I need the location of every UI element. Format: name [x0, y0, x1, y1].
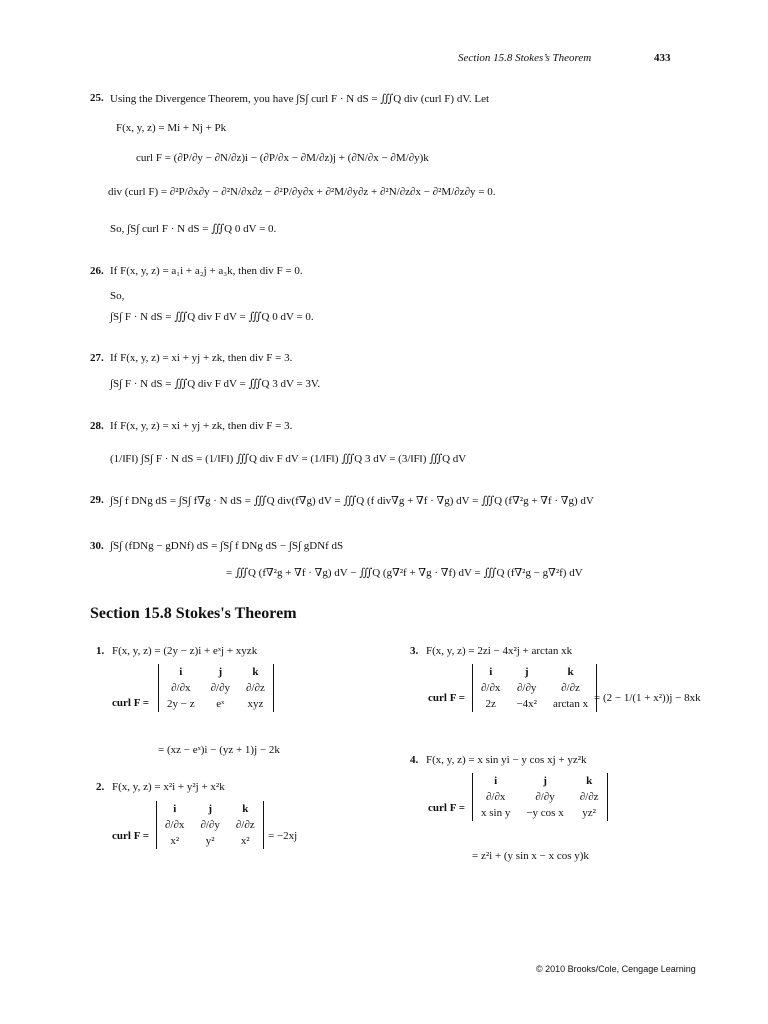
- matrix-cell: arctan x: [552, 698, 589, 710]
- problem-line: If F(x, y, z) = a₁i + a₂j + a₃k, then div F = 0.: [110, 265, 303, 277]
- matrix-cell: ∂/∂y: [210, 682, 231, 694]
- problem-number: 28.: [90, 420, 104, 432]
- matrix-cell: j: [218, 666, 223, 678]
- curl-result: = (xz − eˣ)i − (yz + 1)j − 2k: [158, 744, 280, 756]
- problem-line: ∫S∫ F · N dS = ∭Q div F dV = ∭Q 0 dV = 0.: [110, 311, 314, 323]
- matrix-cell: j: [524, 666, 529, 678]
- determinant-matrix: [472, 664, 597, 712]
- determinant-matrix: [156, 801, 264, 849]
- curl-label: curl F =: [112, 830, 150, 842]
- matrix-cell: ∂/∂z: [561, 682, 580, 694]
- matrix-cell: −4x²: [516, 698, 537, 710]
- problem-line: ∫S∫ f DNg dS = ∫S∫ f∇g · N dS = ∭Q div(f∇g) dV = ∭Q (f div∇g + ∇f · ∇g) dV = ∭Q (f∇²g + ∇f · ∇g) dV: [110, 495, 594, 507]
- matrix-cell: ∂/∂x: [481, 682, 501, 694]
- curl-result: = z²i + (y sin x − x cos y)k: [472, 850, 589, 862]
- page-number: 433: [654, 52, 671, 64]
- matrix-cell: k: [252, 666, 259, 678]
- problem-number: 2.: [96, 781, 105, 793]
- matrix-cell: i: [494, 775, 498, 787]
- matrix-cell: ∂/∂z: [579, 791, 599, 803]
- problem-line: curl F = (∂P/∂y − ∂N/∂z)i − (∂P/∂x − ∂M/∂z)j + (∂N/∂x − ∂M/∂y)k: [136, 152, 429, 164]
- matrix-cell: k: [242, 803, 249, 815]
- problem-number: 1.: [96, 645, 105, 657]
- matrix-cell: ∂/∂x: [165, 819, 185, 831]
- matrix-cell: ∂/∂y: [535, 791, 555, 803]
- problem-line: ∫S∫ (fDNg − gDNf) dS = ∫S∫ f DNg dS − ∫S∫ gDNf dS: [110, 540, 344, 552]
- matrix-cell: x²: [170, 835, 180, 847]
- matrix-cell: −y cos x: [526, 807, 564, 819]
- problem-line: (1/‖F‖) ∫S∫ F · N dS = (1/‖F‖) ∭Q div F dV = (1/‖F‖) ∭Q 3 dV = (3/‖F‖) ∭Q dV: [110, 453, 467, 465]
- problem-line: So, ∫S∫ curl F · N dS = ∭Q 0 dV = 0.: [110, 223, 277, 235]
- problem-line: ∫S∫ F · N dS = ∭Q div F dV = ∭Q 3 dV = 3V.: [110, 378, 321, 390]
- section-heading: Section 15.8 Stokes's Theorem: [90, 605, 297, 622]
- matrix-cell: ∂/∂x: [171, 682, 191, 694]
- problem-number: 30.: [90, 540, 104, 552]
- determinant-matrix: [158, 664, 274, 712]
- matrix-cell: ∂/∂z: [246, 682, 265, 694]
- matrix-cell: k: [567, 666, 574, 678]
- matrix-cell: x sin y: [481, 807, 511, 819]
- matrix-cell: x²: [240, 835, 250, 847]
- curl-label: curl F =: [112, 697, 150, 709]
- problem-statement: F(x, y, z) = 2zi − 4x²j + arctan xk: [426, 645, 573, 657]
- problem-statement: F(x, y, z) = (2y − z)i + eˣj + xyzk: [112, 645, 258, 657]
- problem-number: 4.: [410, 754, 419, 766]
- matrix-cell: k: [586, 775, 593, 787]
- matrix-cell: ∂/∂x: [485, 791, 506, 803]
- problem-line: Using the Divergence Theorem, you have ∫S∫ curl F · N dS = ∭Q div (curl F) dV. Let: [110, 93, 490, 105]
- matrix-cell: ∂/∂y: [516, 682, 537, 694]
- problem-line: If F(x, y, z) = xi + yj + zk, then div F = 3.: [110, 352, 293, 364]
- problem-statement: F(x, y, z) = x²i + y²j + x²k: [112, 781, 225, 793]
- curl-result: = −2xj: [268, 830, 298, 842]
- problem-statement: F(x, y, z) = x sin yi − y cos xj + yz²k: [426, 754, 587, 766]
- running-title: Section 15.8 Stokes’s Theorem: [458, 52, 592, 64]
- problem-number: 3.: [410, 645, 419, 657]
- copyright-footer: © 2010 Brooks/Cole, Cengage Learning: [536, 964, 696, 974]
- problem-line: div (curl F) = ∂²P/∂x∂y − ∂²N/∂x∂z − ∂²P/∂y∂x + ∂²M/∂y∂z + ∂²N/∂z∂x − ∂²M/∂z∂y = 0.: [108, 186, 496, 198]
- matrix-cell: yz²: [582, 807, 596, 819]
- matrix-cell: i: [173, 803, 177, 815]
- matrix-cell: j: [543, 775, 547, 787]
- curl-label: curl F =: [428, 802, 466, 814]
- determinant-matrix: [472, 773, 608, 821]
- matrix-cell: y²: [205, 835, 215, 847]
- problem-number: 26.: [90, 265, 104, 277]
- curl-result: = (2 − 1/(1 + x²))j − 8xk: [594, 692, 701, 704]
- problem-line: So,: [110, 290, 125, 302]
- matrix-cell: ∂/∂y: [200, 819, 220, 831]
- matrix-cell: eˣ: [216, 698, 225, 710]
- problem-number: 25.: [90, 92, 104, 104]
- matrix-cell: 2z: [485, 698, 496, 710]
- matrix-cell: i: [489, 666, 493, 678]
- matrix-cell: j: [208, 803, 212, 815]
- matrix-cell: ∂/∂z: [235, 819, 255, 831]
- problem-line: = ∭Q (f∇²g + ∇f · ∇g) dV − ∭Q (g∇²f + ∇g · ∇f) dV = ∭Q (f∇²g − g∇²f) dV: [226, 567, 583, 579]
- matrix-cell: 2y − z: [167, 698, 195, 710]
- problem-line: If F(x, y, z) = xi + yj + zk, then div F = 3.: [110, 420, 293, 432]
- curl-label: curl F =: [428, 692, 466, 704]
- problem-number: 27.: [90, 352, 104, 364]
- problem-number: 29.: [90, 494, 104, 506]
- matrix-cell: xyz: [247, 698, 264, 710]
- problem-line: F(x, y, z) = Mi + Nj + Pk: [116, 122, 227, 134]
- matrix-cell: i: [179, 666, 183, 678]
